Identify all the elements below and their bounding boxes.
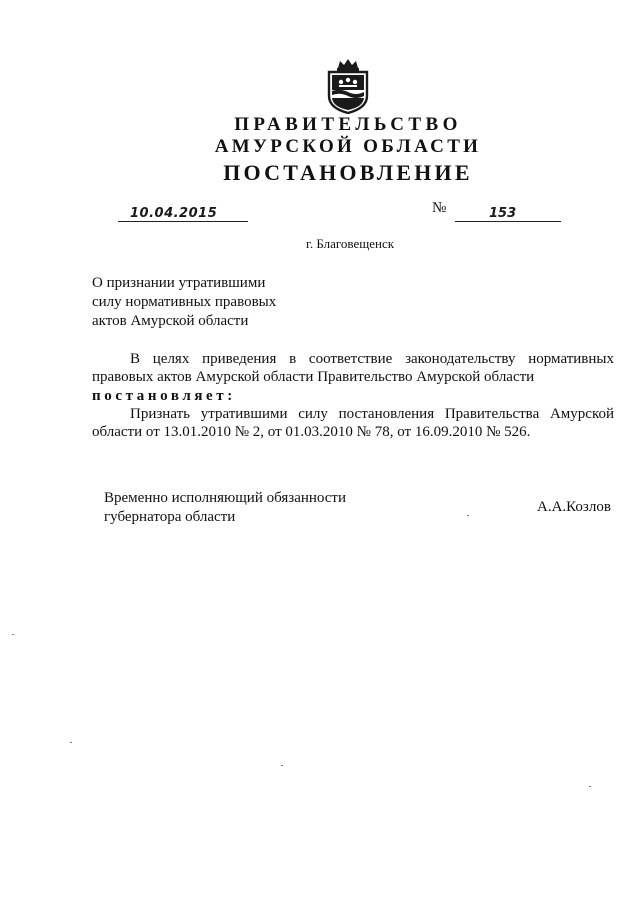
- date-underline: [118, 221, 248, 222]
- document-subject: [92, 274, 276, 331]
- scan-speck: [12, 634, 14, 635]
- number-value: 153: [489, 206, 517, 221]
- resolve-word: постановляет:: [92, 388, 236, 404]
- subject-line: силу нормативных правовых: [92, 294, 277, 310]
- document-type-title: ПОСТАНОВЛЕНИЕ: [223, 160, 473, 185]
- date-value: 10.04.2015: [130, 206, 218, 221]
- date-field: [118, 202, 248, 224]
- number-label: №: [432, 200, 447, 216]
- subject-line: актов Амурской области: [92, 313, 249, 329]
- signatory-name: А.А.Козлов: [537, 499, 611, 515]
- number-underline: [455, 221, 561, 222]
- signatory-position-line: губернатора области: [104, 509, 236, 525]
- number-field: [455, 202, 561, 224]
- subject-line: О признании утратившими: [92, 275, 266, 291]
- scan-speck: [281, 765, 283, 766]
- scan-speck: [467, 515, 469, 516]
- signatory-position-line: Временно исполняющий обязанности: [104, 490, 347, 506]
- preamble-paragraph: В целях приведения в соответствие законодательству нормативных правовых актов Амурской области Правительство Амурской области: [92, 351, 614, 385]
- org-name-line2: АМУРСКОЙ ОБЛАСТИ: [214, 136, 482, 157]
- city-name: г. Благовещенск: [305, 236, 395, 251]
- signatory-position: [104, 489, 346, 527]
- scan-speck: [589, 786, 591, 787]
- coat-of-arms-icon: [326, 58, 370, 114]
- document-body: [92, 350, 614, 441]
- scan-speck: [70, 742, 72, 743]
- org-name-line1: ПРАВИТЕЛЬСТВО: [234, 114, 462, 135]
- resolution-paragraph: Признать утратившими силу постановления Правительства Амурской области от 13.01.2010 № 2, от 01.03.2010 № 78, от 16.09.2010 № 526.: [92, 406, 614, 440]
